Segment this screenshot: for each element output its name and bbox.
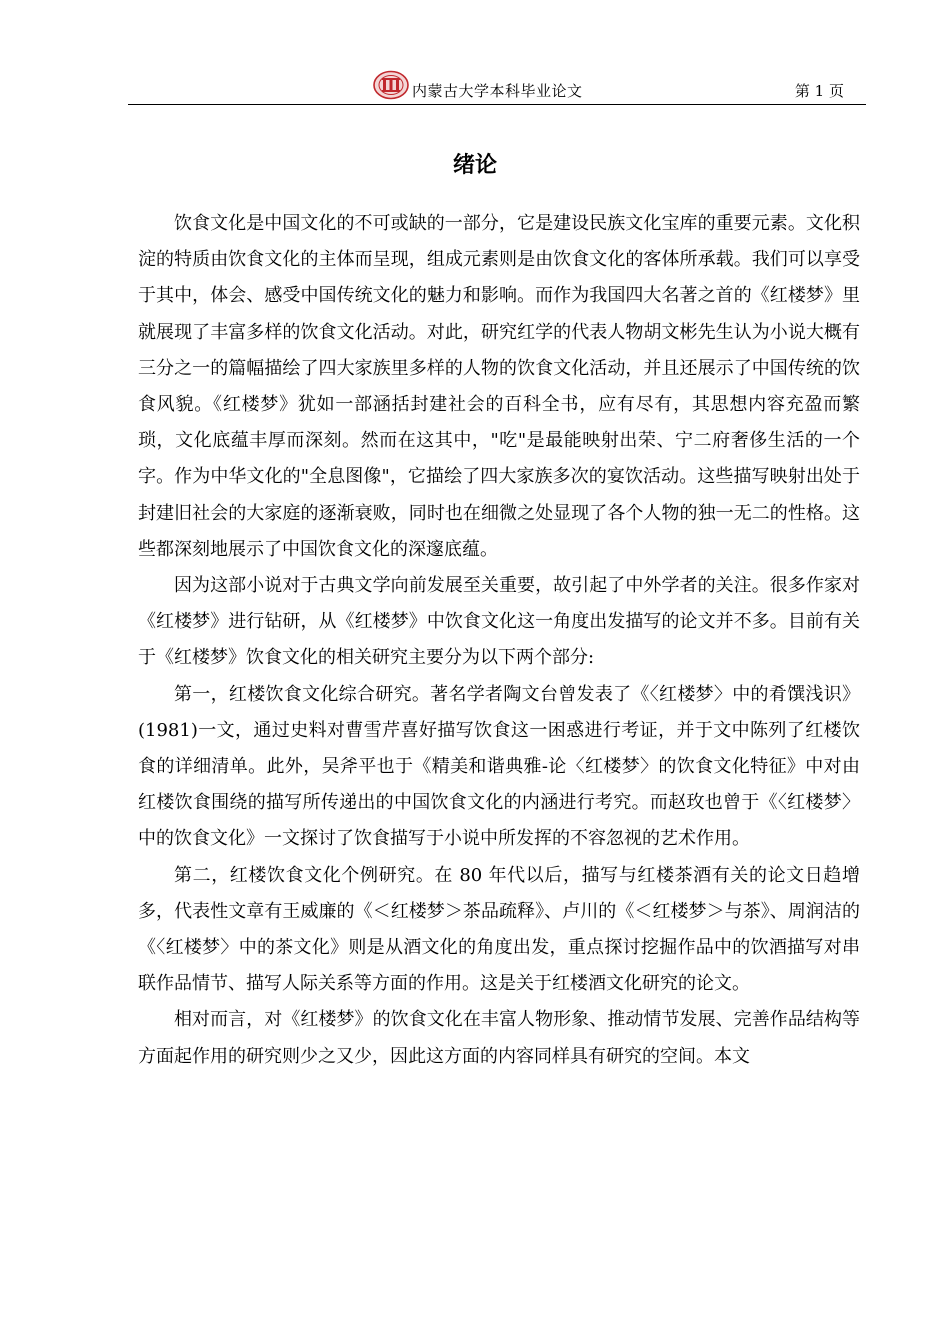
university-seal-icon [372, 70, 410, 100]
header-title: 内蒙古大学本科毕业论文 [412, 82, 583, 100]
page-header [128, 68, 866, 105]
paragraph: 因为这部小说对于古典文学向前发展至关重要，故引起了中外学者的关注。很多作家对《红楼梦》进行钻研，从《红楼梦》中饮食文化这一角度出发描写的论文并不多。目前有关于《红楼梦》饮食文化的相关研究主要分为以下两个部分: [138, 575, 860, 669]
body-text [138, 206, 860, 1075]
section-title: 绪论 [452, 153, 497, 178]
paragraph: 相对而言，对《红楼梦》的饮食文化在丰富人物形象、推动情节发展、完善作品结构等方面起作用的研究则少之又少，因此这方面的内容同样具有研究的空间。本文 [138, 1009, 860, 1067]
paragraph: 饮食文化是中国文化的不可或缺的一部分，它是建设民族文化宝库的重要元素。文化积淀的特质由饮食文化的主体而呈现，组成元素则是由饮食文化的客体所承载。我们可以享受于其中，体会、感受中国传统文化的魅力和影响。而作为我国四大名著之首的《红楼梦》里就展现了丰富多样的饮食文化活动。对此，研究红学的代表人物胡文彬先生认为小说大概有三分之一的篇幅描绘了四大家族里多样的人物的饮食文化活动，并且还展示了中国传统的饮食风貌。《红楼梦》犹如一部涵括封建社会的百科全书，应有尽有，其思想内容充盈而繁琐，文化底蕴丰厚而深刻。然而在这其中，"吃"是最能映射出荣、宁二府奢侈生活的一个字。作为中华文化的"全息图像"，它描绘了四大家族多次的宴饮活动。这些描写映射出处于封建旧社会的大家庭的逐渐衰败，同时也在细微之处显现了各个人物的独一无二的性格。这些都深刻地展示了中国饮食文化的深邃底蕴。 [138, 213, 860, 560]
paragraph: 第一，红楼饮食文化综合研究。著名学者陶文台曾发表了《〈红楼梦〉中的肴馔浅识》(1981)一文，通过史料对曹雪芹喜好描写饮食这一困惑进行考证，并于文中陈列了红楼饮食的详细清单。此外，吴斧平也于《精美和谐典雅-论〈红楼梦〉的饮食文化特征》中对由红楼饮食围绕的描写所传递出的中国饮食文化的内涵进行考究。而赵玫也曾于《〈红楼梦〉中的饮食文化》一文探讨了饮食描写于小说中所发挥的不容忽视的艺术作用。 [138, 683, 860, 850]
paragraph: 第二，红楼饮食文化个例研究。在 80 年代以后，描写与红楼茶酒有关的论文日趋增多，代表性文章有王威廉的《＜红楼梦＞茶品疏释》、卢川的《＜红楼梦＞与茶》、周润洁的《〈红楼梦〉中的茶文化》则是从酒文化的角度出发，重点探讨挖掘作品中的饮酒描写对串联作品情节、描写人际关系等方面的作用。这是关于红楼酒文化研究的论文。 [138, 864, 860, 995]
page-number: 第 1 页 [794, 82, 844, 100]
